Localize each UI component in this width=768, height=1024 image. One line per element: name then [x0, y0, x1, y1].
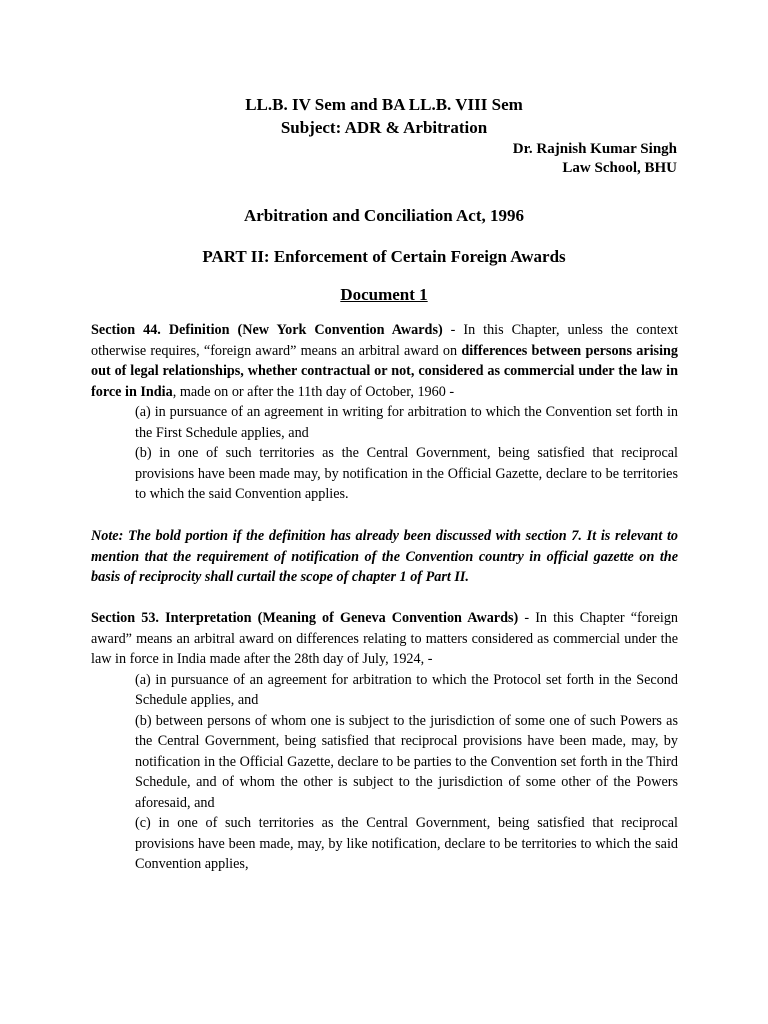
part-title: PART II: Enforcement of Certain Foreign Awards — [202, 247, 566, 266]
section-53-text-1: - In this Chapter “foreign award” means an arbitral award on differences relating to matters considered as commercial under the law in force in India made after the 28th day of July, 1924, - — [91, 610, 679, 667]
section-44-clause-a: (a) in pursuance of an agreement in writing for arbitration to which the Convention set forth in the First Schedule applies, and — [135, 404, 678, 441]
author-affiliation: Law School, BHU — [562, 160, 677, 176]
section-44-bold-text: differences between persons arising out of legal relationships, whether contractual or not, considered as commercial under the law in force in India — [91, 342, 678, 400]
author-name: Dr. Rajnish Kumar Singh — [512, 141, 677, 157]
section-44 — [91, 320, 678, 505]
document-title: Document 1 — [340, 285, 428, 304]
course-line: LL.B. IV Sem and BA LL.B. VIII Sem — [245, 95, 523, 114]
note-paragraph: Note: The bold portion if the definition has already been discussed with section 7. It is relevant to mention that the requirement of notification of the Convention country in official gazette on the basis of reciprocity shall curtail the scope of chapter 1 of Part II. — [91, 528, 678, 585]
section-44-text-1: - In this Chapter, unless the context otherwise requires, “foreign award” means an arbitral award on — [91, 322, 678, 359]
section-44-clause-b: (b) in one of such territories as the Central Government, being satisfied that reciprocal provisions have been made may, by notification in the Official Gazette, declare to be territories to which the said Convention applies. — [135, 445, 678, 502]
subject-line: Subject: ADR & Arbitration — [280, 118, 488, 137]
act-title: Arbitration and Conciliation Act, 1996 — [243, 206, 525, 225]
section-53-heading: Section 53. Interpretation (Meaning of Geneva Convention Awards) — [91, 610, 519, 626]
section-53-paragraph — [91, 608, 678, 670]
section-53-clause-b: (b) between persons of whom one is subject to the jurisdiction of some one of such Powers as the Central Government, being satisfied that reciprocal provisions have been made, may, by notification in the Official Gazette, declare to be parties to the Convention set forth in the Third Schedule, and of whom the other is subject to the jurisdiction of some other of the Powers aforesaid, and — [135, 712, 678, 811]
section-44-heading: Section 44. Definition (New York Convention Awards) — [91, 322, 443, 338]
section-53 — [91, 608, 678, 875]
section-44-paragraph — [91, 320, 678, 402]
section-44-text-2: , made on or after the 11th day of October, 1960 - — [172, 383, 455, 400]
section-53-clause-c: (c) in one of such territories as the Central Government, being satisfied that reciprocal provisions have been made, may, by like notification, declare to be territories to which the said Convention applies, — [135, 815, 678, 872]
section-53-clause-a: (a) in pursuance of an agreement for arbitration to which the Protocol set forth in the Second Schedule applies, and — [135, 671, 678, 708]
